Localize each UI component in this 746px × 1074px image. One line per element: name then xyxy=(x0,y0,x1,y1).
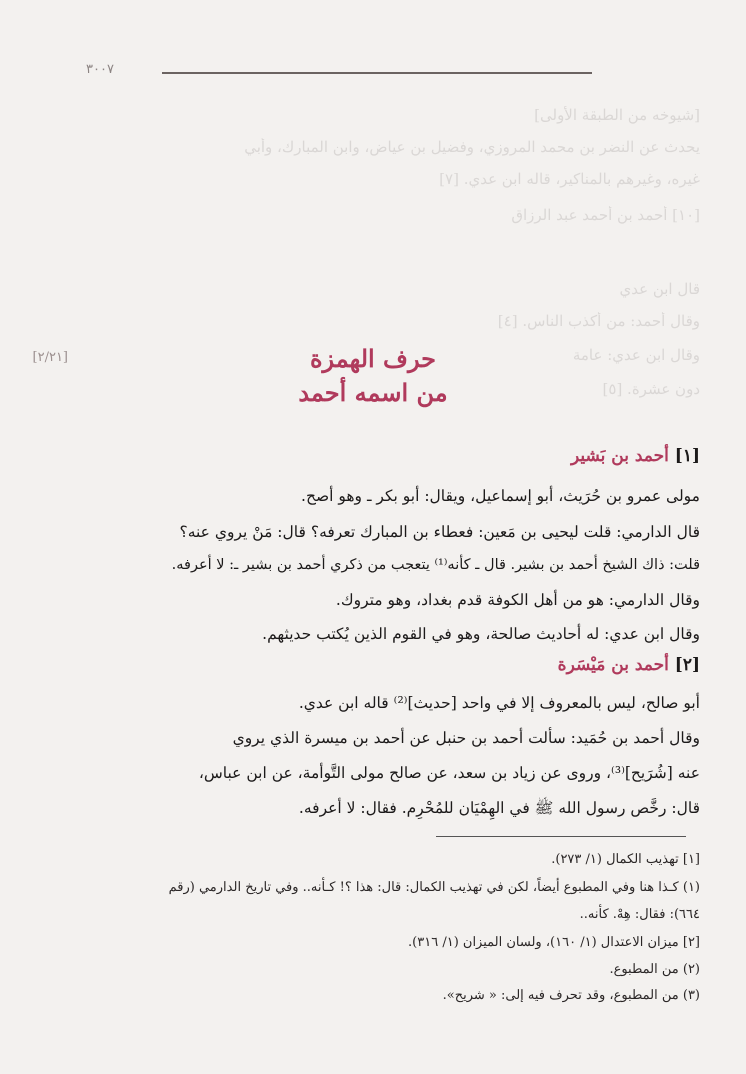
entry-heading xyxy=(82,446,700,466)
footnote: [١] تهذيب الكمال (١/ ٢٧٣). xyxy=(551,852,700,867)
section-subtitle: من اسمه أحمد xyxy=(298,378,448,407)
entry-text-line: وقال أحمد بن حُمَيد: سألت أحمد بن حنبل عن أحمد بن ميسرة الذي يروي xyxy=(232,729,700,747)
entry-text-line: قلت: ذاك الشيخ أحمد بن بشير. قال ـ كأنه⁽¹⁾ يتعجب من ذكري أحمد بن بشير ـ: لا أعرفه. xyxy=(171,557,700,573)
entry-number: [٢] xyxy=(674,655,700,675)
bleed-through-line: [شيوخه من الطبقة الأولى] xyxy=(534,106,700,124)
entry-name: أحمد بن مَيْسَرة xyxy=(557,655,669,675)
bleed-through-line: غيره، وغيرهم بالمناكير، قاله ابن عدي. [٧] xyxy=(439,170,700,188)
margin-reference: [٢/٢١] xyxy=(32,350,68,365)
entry-text-line: مولى عمرو بن حُرَيث، أبو إسماعيل، ويقال: أبو بكر ـ وهو أصح. xyxy=(301,487,700,505)
page-number: ٣٠٠٧ xyxy=(86,62,114,77)
bleed-through-line: [١٠] أحمد بن أحمد عبد الرزاق xyxy=(511,206,700,224)
entry-text-line: وقال ابن عدي: له أحاديث صالحة، وهو في القوم الذين يُكتب حديثهم. xyxy=(262,625,700,643)
footnote: (٢) من المطبوع. xyxy=(609,962,700,977)
header-rule xyxy=(162,72,592,74)
entry-text-line: قال الدارمي: قلت ليحيى بن مَعين: فعطاء بن المبارك تعرفه؟ قال: مَنْ يروي عنه؟ xyxy=(179,523,700,541)
bleed-through-line: وقال ابن عدي: عامة xyxy=(572,346,700,364)
footnote: (٣) من المطبوع، وقد تحرف فيه إلى: « شريح». xyxy=(442,988,700,1003)
footnote: [٢] ميزان الاعتدال (١/ ١٦٠)، ولسان الميزان (١/ ٣١٦). xyxy=(408,935,700,950)
entry-number: [١] xyxy=(674,446,700,466)
footnote-separator xyxy=(436,836,686,837)
section-title: حرف الهمزة xyxy=(309,344,437,373)
bleed-through-line: يحدث عن النضر بن محمد المروزي، وفضيل بن عياض، وابن المبارك، وأبي xyxy=(244,138,700,156)
entry-text-line: أبو صالح، ليس بالمعروف إلا في واحد [حديث]⁽²⁾ قاله ابن عدي. xyxy=(298,694,700,712)
bleed-through-line: قال ابن عدي xyxy=(619,280,700,298)
footnote: ٦٦٤): فقال: هِهْ. كأنه.. xyxy=(579,907,700,922)
entry-text-line: قال: رخَّص رسول الله ﷺ في الهِمْيَان للمُحْرِم. فقال: لا أعرفه. xyxy=(298,799,700,817)
bleed-through-line: وقال أحمد: من أكذب الناس. [٤] xyxy=(497,312,700,330)
entry-heading xyxy=(82,655,700,675)
entry-text-line: عنه [شُرَيح]⁽³⁾، وروى عن زياد بن سعد، عن صالح مولى التَّوأمة، عن ابن عباس، xyxy=(198,764,700,782)
footnote: (١) كـذا هنا وفي المطبوع أيضاً، لكن في تهذيب الكمال: قال: هذا ؟! كـأنه.. وفي تاريخ الدارمي (رقم xyxy=(168,880,700,895)
entry-name: أحمد بن بَشير xyxy=(570,446,669,466)
entry-text-line: وقال الدارمي: هو من أهل الكوفة قدم بغداد، وهو متروك. xyxy=(335,591,700,609)
bleed-through-line: دون عشرة. [٥] xyxy=(602,380,700,398)
